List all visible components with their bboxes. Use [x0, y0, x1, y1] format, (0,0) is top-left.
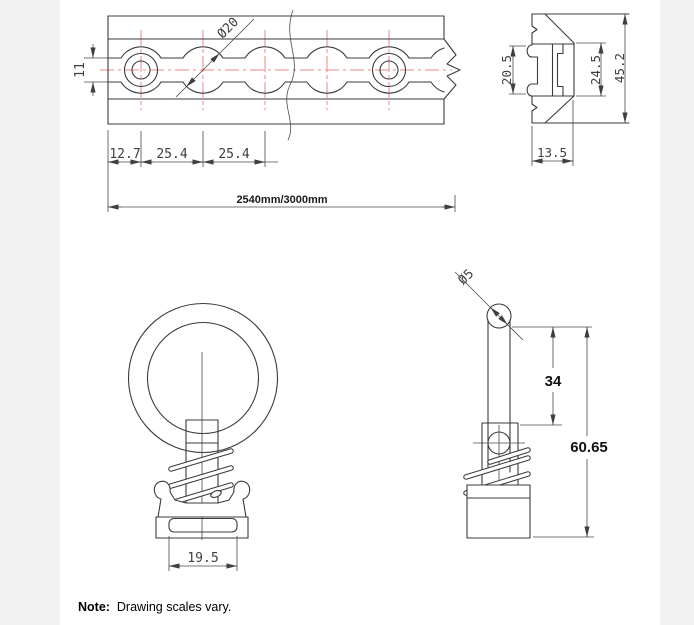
dim-text-stud-height: 34	[544, 373, 562, 390]
spring-front	[171, 451, 231, 503]
dim-text-overall-width: 45.2	[612, 52, 627, 84]
dim-text-edge-to-hole: 12.7	[109, 147, 141, 162]
dim-overall-height	[570, 327, 608, 537]
ring-fitting-side-view	[455, 267, 608, 538]
dim-text-wire-diameter: Ø5	[455, 266, 478, 289]
dim-text-base-width: 13.5	[536, 145, 568, 160]
ring-fitting-front-view	[129, 304, 278, 572]
dim-text-pitch-a: 25.4	[156, 147, 188, 162]
note-text: Drawing scales vary.	[116, 600, 232, 614]
ring	[129, 304, 278, 453]
fitting-base-side	[467, 485, 530, 538]
break-line	[287, 10, 295, 140]
dim-text-hole-diameter: Ø20	[214, 14, 242, 42]
dim-text-overall-length: 2540mm/3000mm	[236, 194, 328, 206]
dim-text-slot-opening: 20.5	[499, 54, 514, 86]
dim-overall-length	[108, 194, 455, 212]
dim-flange-width	[576, 43, 606, 96]
dim-text-slot-width: 11	[73, 62, 88, 78]
dim-text-overall-height: 60.65	[570, 439, 608, 456]
dim-hole-diameter	[176, 15, 254, 97]
drawing-note	[78, 600, 231, 614]
dim-slot-opening	[499, 46, 526, 94]
dim-wire-diameter	[455, 267, 523, 340]
rail-centerlines	[100, 30, 452, 110]
note-label: Note:	[78, 600, 110, 614]
dim-base-width	[532, 100, 573, 166]
dim-overall-width	[612, 14, 627, 123]
rail-front-view	[73, 10, 460, 212]
dim-text-fitting-base-width: 19.5	[187, 551, 219, 566]
dim-text-pitch-b: 25.4	[218, 147, 250, 162]
rail-section-view	[499, 14, 629, 166]
dim-fitting-base-width	[169, 536, 237, 571]
dim-stud-height	[545, 327, 562, 425]
dim-text-flange-width: 24.5	[588, 54, 603, 86]
